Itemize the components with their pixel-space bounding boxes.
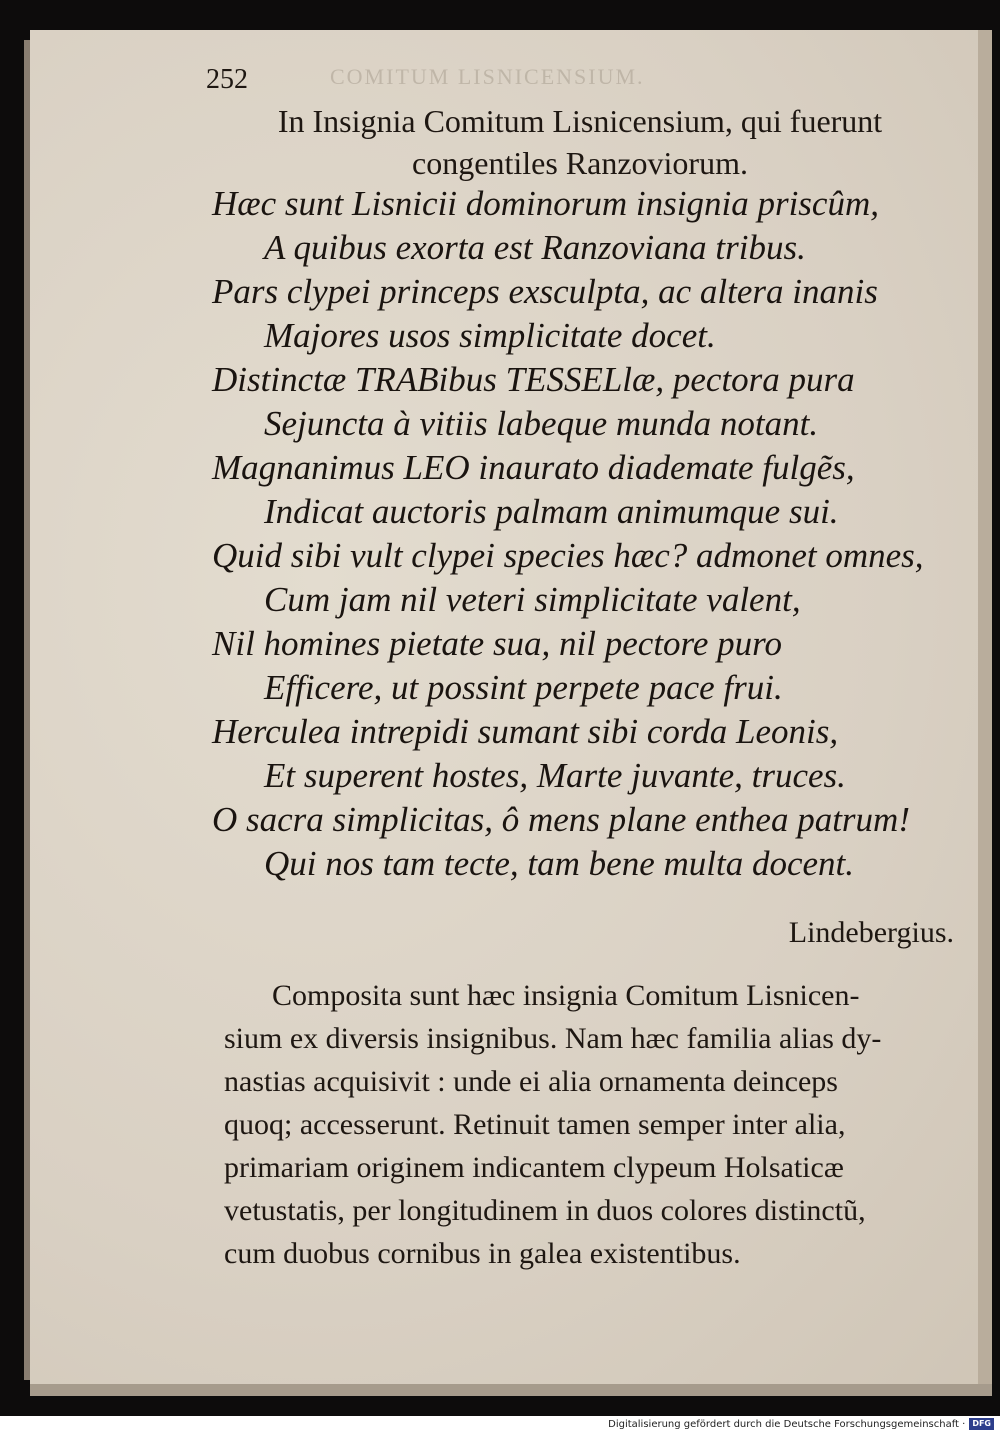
verse-line: Et superent hostes, Marte juvante, truces. xyxy=(264,756,846,795)
verse-line: Hæc sunt Lisnicii dominorum insignia priscûm, xyxy=(212,184,879,223)
page-number: 252 xyxy=(206,64,248,95)
verse-line: Herculea intrepidi sumant sibi corda Leonis, xyxy=(212,712,839,751)
poem-heading xyxy=(230,100,930,184)
verse-line: Quid sibi vult clypei species hæc? admonet omnes, xyxy=(212,536,924,575)
verse-line: Majores usos simplicitate docet. xyxy=(264,316,716,355)
verse-line: Cum jam nil veteri simplicitate valent, xyxy=(264,580,801,619)
verse-line: Nil homines pietate sua, nil pectore puro xyxy=(212,624,782,663)
digitization-footer xyxy=(0,1416,994,1434)
verse-line: A quibus exorta est Ranzoviana tribus. xyxy=(264,228,806,267)
prose-line: quoq; accesserunt. Retinuit tamen semper inter alia, xyxy=(224,1108,846,1141)
page-right-edge xyxy=(978,30,992,1396)
poem-verse xyxy=(212,182,972,886)
footer-credit-text: Digitalisierung gefördert durch die Deutsche Forschungsgemeinschaft · xyxy=(608,1419,966,1430)
verse-line: Efficere, ut possint perpete pace frui. xyxy=(264,668,783,707)
verse-line: O sacra simplicitas, ô mens plane enthea patrum! xyxy=(212,800,910,839)
prose-line: vetustatis, per longitudinem in duos colores distinctũ, xyxy=(224,1194,866,1227)
bleed-through-running-head: COMITUM LISNICENSIUM. xyxy=(330,64,645,89)
author-signature: Lindebergius. xyxy=(788,916,954,949)
verse-line: Sejuncta à vitiis labeque munda notant. xyxy=(264,404,819,443)
prose-line: cum duobus cornibus in galea existentibus. xyxy=(224,1237,741,1270)
verse-line: Distinctæ TRABibus TESSELlæ, pectora pura xyxy=(212,360,855,399)
heading-line: In Insignia Comitum Lisnicensium, qui fuerunt xyxy=(277,103,883,139)
prose-paragraph xyxy=(224,974,956,1275)
verse-line: Magnanimus LEO inaurato diademate fulgẽs, xyxy=(212,448,855,487)
prose-line: primariam originem indicantem clypeum Holsaticæ xyxy=(224,1151,844,1184)
verse-line: Pars clypei princeps exsculpta, ac altera inanis xyxy=(212,272,878,311)
prose-line: sium ex diversis insignibus. Nam hæc familia alias dy- xyxy=(224,1022,882,1055)
prose-line: nastias acquisivit : unde ei alia ornamenta deinceps xyxy=(224,1065,838,1098)
heading-line: congentiles Ranzoviorum. xyxy=(412,145,748,181)
verse-line: Qui nos tam tecte, tam bene multa docent. xyxy=(264,844,855,883)
dfg-logo-icon: DFG xyxy=(969,1418,994,1430)
verse-line: Indicat auctoris palmam animumque sui. xyxy=(264,492,839,531)
page-bottom-edge xyxy=(30,1384,992,1396)
prose-line: Composita sunt hæc insignia Comitum Lisnicen- xyxy=(272,979,860,1012)
